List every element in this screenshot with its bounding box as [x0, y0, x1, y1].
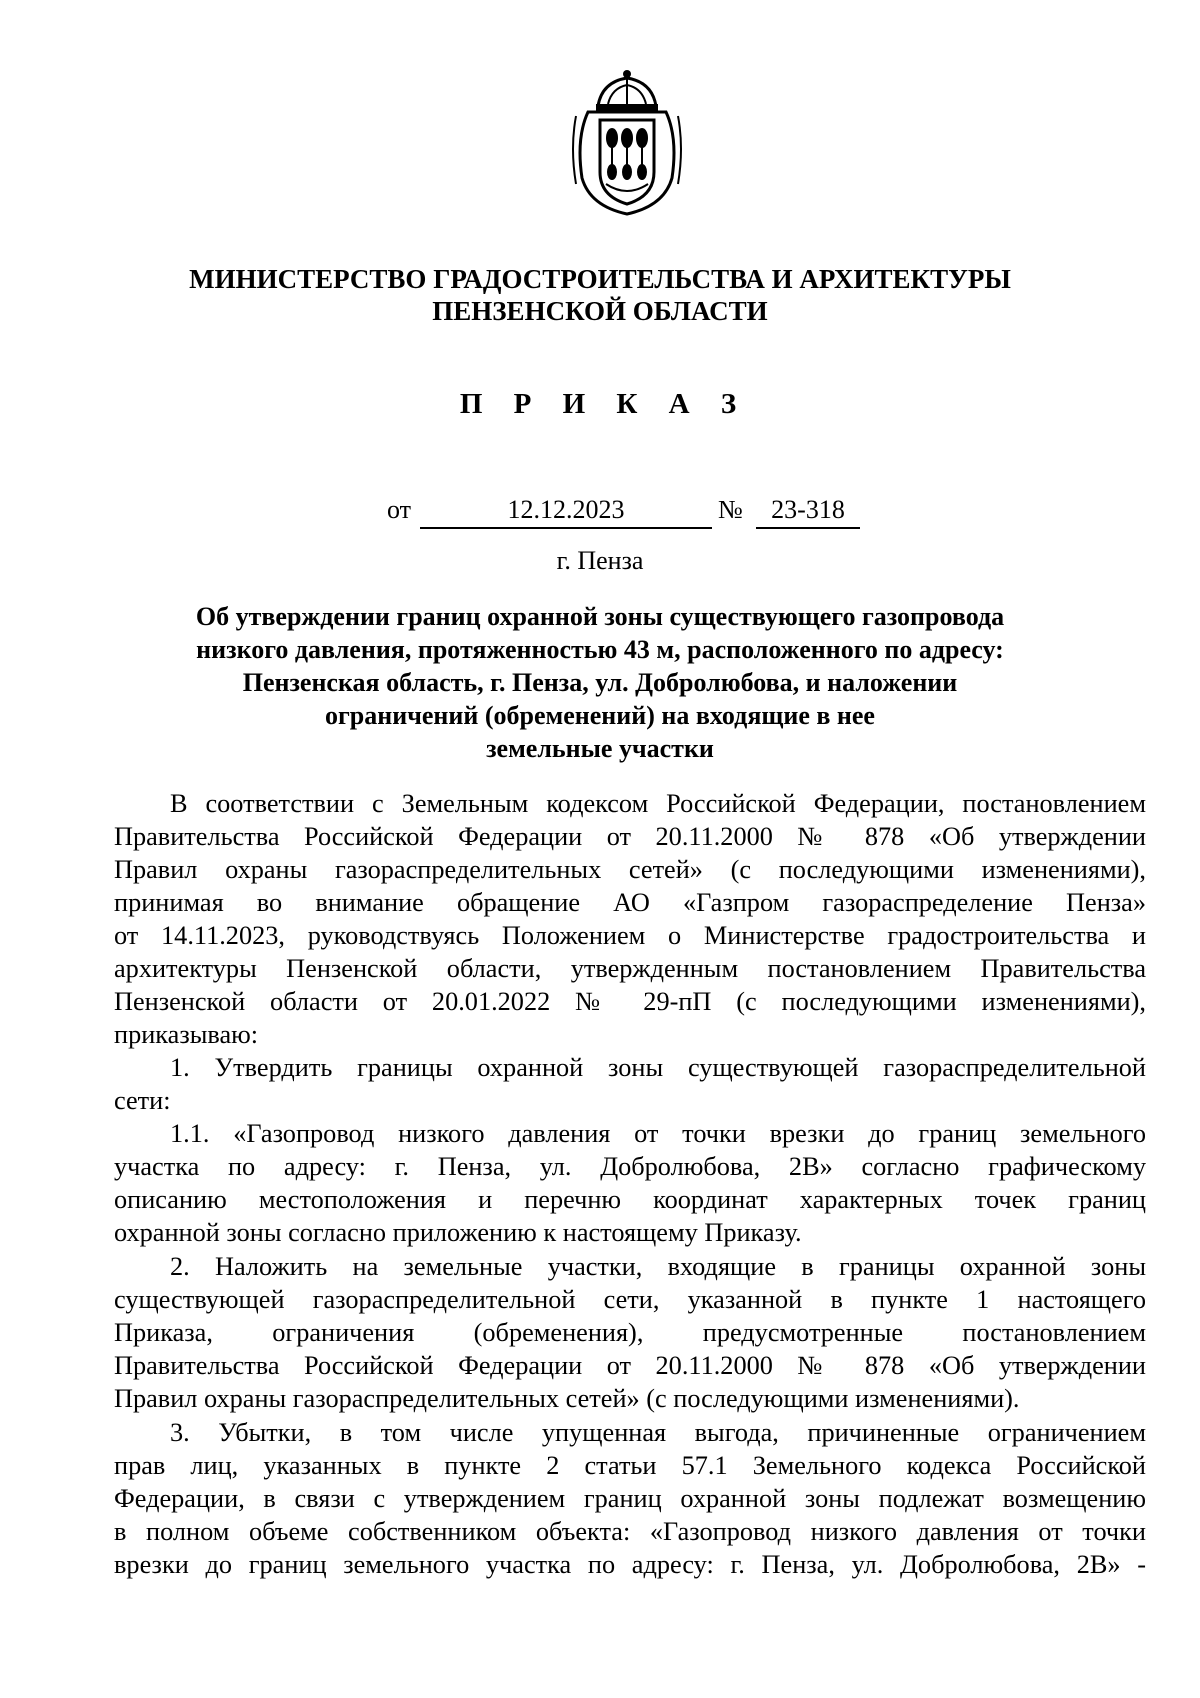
body-text-line: прав лиц, указанных в пункте 2 статьи 57.1 Земельного кодекса Российской [114, 1451, 1146, 1480]
body-text-line: существующей газораспределительной сети, указанной в пункте 1 настоящего [114, 1285, 1146, 1314]
body-text-line: 1. Утвердить границы охранной зоны существующей газораспределительной [170, 1053, 1146, 1082]
heading-line: земельные участки [486, 734, 714, 763]
body-text-line: 3. Убытки, в том числе упущенная выгода, причиненные ограничением [170, 1418, 1146, 1447]
heading-line: низкого давления, протяженностью 43 м, расположенного по адресу: [196, 635, 1004, 664]
body-text-line: охранной зоны согласно приложению к настоящему Приказу. [114, 1218, 802, 1247]
body-text-line: участка по адресу: г. Пенза, ул. Добролюбова, 2В» согласно графическому [114, 1152, 1146, 1181]
body-text-line: в полном объеме собственником объекта: «Газопровод низкого давления от точки [114, 1517, 1146, 1546]
body-text-line: Правительства Российской Федерации от 20.11.2000 № 878 «Об утверждении [114, 822, 1146, 851]
ministry-name-line2: ПЕНЗЕНСКОЙ ОБЛАСТИ [432, 296, 768, 326]
order-number: 23-318 [756, 493, 860, 529]
body-text-line: Федерации, в связи с утверждением границ охранной зоны подлежат возмещению [114, 1484, 1146, 1513]
document-type-title: П Р И К А З [459, 388, 749, 420]
order-date: 12.12.2023 [420, 493, 712, 529]
body-text-line: архитектуры Пензенской области, утвержденным постановлением Правительства [114, 954, 1146, 983]
city-name: г. Пенза [556, 546, 644, 575]
body-text-line: Приказа, ограничения (обременения), предусмотренные постановлением [114, 1318, 1146, 1347]
body-text-line: описанию местоположения и перечню координат характерных точек границ [114, 1185, 1146, 1214]
coat-of-arms-icon [568, 68, 686, 218]
ministry-name-line1: МИНИСТЕРСТВО ГРАДОСТРОИТЕЛЬСТВА И АРХИТЕКТУРЫ [189, 264, 1011, 294]
heading-line: Пензенская область, г. Пенза, ул. Добролюбова, и наложении [242, 668, 958, 697]
body-text-line: Правил охраны газораспределительных сетей» (с последующими изменениями), [114, 855, 1146, 884]
heading-line: Об утверждении границ охранной зоны существующего газопровода [195, 602, 1005, 631]
body-text-line: Пензенской области от 20.01.2022 № 29-пП (с последующими изменениями), [114, 987, 1146, 1016]
body-text-line: принимая во внимание обращение АО «Газпром газораспределение Пенза» [114, 888, 1146, 917]
body-text-line: от 14.11.2023, руководствуясь Положением о Министерстве градостроительства и [114, 921, 1146, 950]
body-text-line: 1.1. «Газопровод низкого давления от точки врезки до границ земельного [170, 1119, 1146, 1148]
body-text-line: сети: [114, 1086, 171, 1115]
body-text-line: Правительства Российской Федерации от 20.11.2000 № 878 «Об утверждении [114, 1351, 1146, 1380]
heading-line: ограничений (обременений) на входящие в нее [325, 701, 875, 730]
body-text-line: Правил охраны газораспределительных сетей» (с последующими изменениями). [114, 1384, 1020, 1413]
date-prefix: от [387, 495, 412, 524]
number-prefix: № [718, 495, 743, 524]
body-text-line: В соответствии с Земельным кодексом Российской Федерации, постановлением [170, 789, 1146, 818]
body-text-line: врезки до границ земельного участка по адресу: г. Пенза, ул. Добролюбова, 2В» - [114, 1550, 1146, 1579]
body-text-line: 2. Наложить на земельные участки, входящие в границы охранной зоны [170, 1252, 1146, 1281]
body-text-line: приказываю: [114, 1020, 259, 1049]
